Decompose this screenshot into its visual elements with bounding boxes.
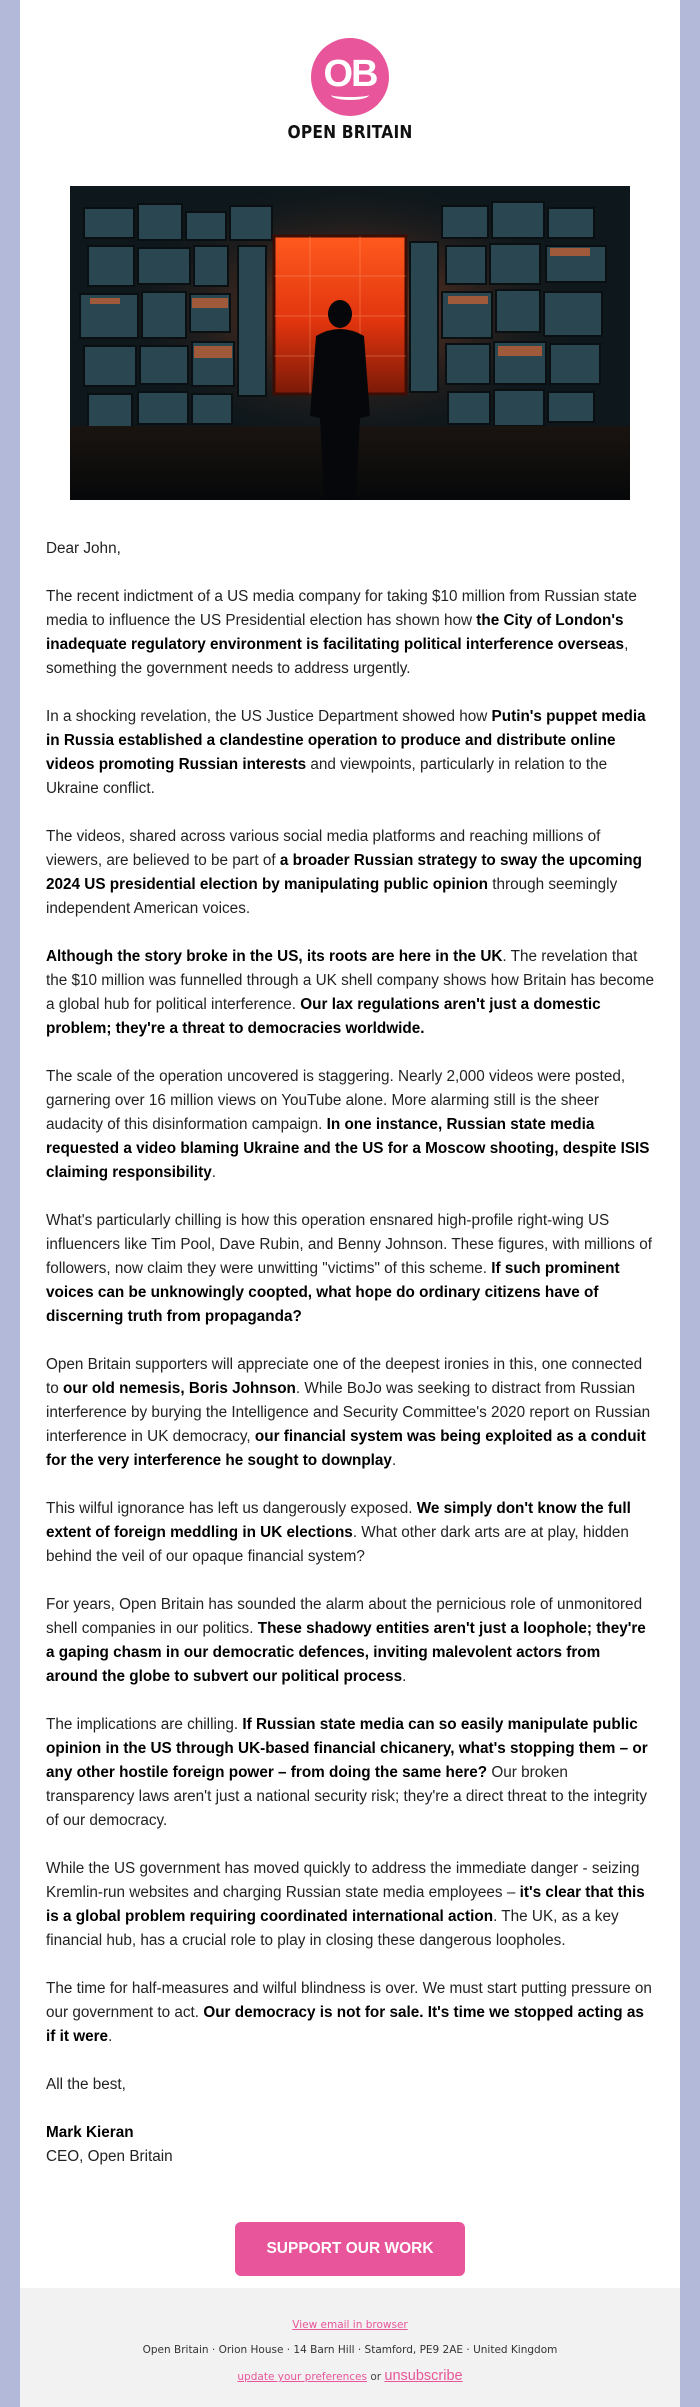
body-text-run: through seemingly independent American voices.	[46, 876, 618, 917]
emphasized-text: Our democracy is not for sale. It's time we stopped acting as if it were	[46, 2004, 644, 2045]
body-paragraph	[46, 1713, 656, 1833]
body-text-run: The scale of the operation uncovered is staggering. Nearly 2,000 videos were posted, garnering over 16 million views on YouTube alone. More alarming still is the sheer audacity of this disinformation campaign.	[46, 1068, 626, 1133]
emphasized-text: our old nemesis, Boris Johnson	[63, 1380, 296, 1397]
body-paragraph	[46, 585, 656, 681]
body-text-run: . While BoJo was seeking to distract from Russian interference by burying the Intelligence and Security Committee's 2020 report on Russian interference in UK democracy,	[46, 1380, 651, 1445]
emphasized-text: We simply don't know the full extent of foreign meddling in UK elections	[46, 1500, 631, 1541]
body-paragraph	[46, 1065, 656, 1185]
footer-preferences-line	[20, 2368, 680, 2384]
body-paragraph	[46, 1593, 656, 1689]
footer-address: Open Britain · Orion House · 14 Barn Hill · Stamford, PE9 2AE · United Kingdom	[142, 2344, 558, 2356]
logo-monogram: OB	[323, 53, 377, 95]
logo-swoosh-icon	[331, 90, 369, 100]
body-paragraph	[46, 945, 656, 1041]
signature-block	[46, 2121, 656, 2169]
emphasized-text: Our lax regulations aren't just a domestic problem; they're a threat to democracies worldwide.	[46, 996, 601, 1037]
body-text-run: , something the government needs to address urgently.	[46, 636, 629, 677]
body-text-run: Open Britain supporters will appreciate one of the deepest ironies in this, one connected to	[46, 1356, 643, 1397]
greeting: Dear John,	[46, 540, 121, 557]
open-britain-logo-icon	[311, 38, 389, 116]
body-text-run: The videos, shared across various social media platforms and reaching millions of viewers, are believed to be part of	[46, 828, 601, 869]
body-text-run: The time for half-measures and wilful blindness is over. We must start putting pressure on our government to act.	[46, 1980, 652, 2021]
email-container	[20, 0, 680, 2407]
signature-title: CEO, Open Britain	[46, 2148, 173, 2165]
body-text-run: The implications are chilling.	[46, 1716, 243, 1733]
body-paragraph	[46, 705, 656, 801]
header-logo[interactable]	[20, 38, 680, 143]
body-text-run: This wilful ignorance has left us dangerously exposed.	[46, 1500, 417, 1517]
body-paragraph	[46, 1497, 656, 1569]
body-text-run: In a shocking revelation, the US Justice Department showed how	[46, 708, 492, 725]
cta-container	[20, 2222, 680, 2276]
body-text-run: For years, Open Britain has sounded the alarm about the pernicious role of unmonitored shell companies in our politics.	[46, 1596, 643, 1637]
update-preferences-link[interactable]: update your preferences	[237, 2371, 367, 2383]
body-text-run: .	[211, 1164, 217, 1181]
emphasized-text: it's clear that this is a global problem requiring coordinated international action	[46, 1884, 645, 1925]
emphasized-text: If Russian state media can so easily manipulate public opinion in the US through UK-based financial chicanery, what's stopping them – or any other hostile foreign power – from doing the same here?	[46, 1716, 648, 1781]
body-text-run: While the US government has moved quickly to address the immediate danger - seizing Kremlin-run websites and charging Russian state media employees –	[46, 1860, 640, 1901]
support-our-work-button[interactable]: SUPPORT OUR WORK	[235, 2222, 465, 2276]
email-body	[46, 537, 656, 2169]
emphasized-text: Although the story broke in the US, its roots are here in the UK	[46, 948, 503, 965]
emphasized-text: our financial system was being exploited as a conduit for the very interference he sought to downplay	[46, 1428, 646, 1469]
body-paragraph	[46, 1977, 656, 2049]
body-paragraph	[46, 1353, 656, 1473]
body-text-run: What's particularly chilling is how this operation ensnared high-profile right-wing US influencers like Tim Pool, Dave Rubin, and Benny Johnson. These figures, with millions of followers, now claim they were unwitting "victims" of this scheme.	[46, 1212, 652, 1277]
emphasized-text: In one instance, Russian state media requested a video blaming Ukraine and the US for a Moscow shooting, despite ISIS claiming responsibility	[46, 1116, 650, 1181]
body-paragraph	[46, 1209, 656, 1329]
body-paragraph	[46, 1857, 656, 1953]
footer	[20, 2288, 680, 2407]
signoff: All the best,	[46, 2076, 126, 2093]
body-text-run: and viewpoints, particularly in relation to the Ukraine conflict.	[46, 756, 608, 797]
footer-or-text: or	[370, 2371, 382, 2383]
emphasized-text: Putin's puppet media in Russia established a clandestine operation to produce and distribute online videos promoting Russian interests	[46, 708, 646, 773]
signature-name: Mark Kieran	[46, 2124, 134, 2141]
body-text-run: .	[402, 1668, 407, 1685]
emphasized-text: a broader Russian strategy to sway the upcoming 2024 US presidential election by manipulating public opinion	[46, 852, 642, 893]
unsubscribe-link[interactable]: unsubscribe	[384, 2368, 463, 2384]
body-paragraph	[46, 825, 656, 921]
body-paragraphs	[46, 585, 656, 2049]
body-text-run: .	[391, 1452, 397, 1469]
body-text-run: The recent indictment of a US media company for taking $10 million from Russian state media to influence the US Presidential election has shown how	[46, 588, 637, 629]
brand-name: OPEN BRITAIN	[287, 122, 413, 143]
view-in-browser-link[interactable]: View email in browser	[292, 2319, 408, 2331]
emphasized-text: These shadowy entities aren't just a loophole; they're a gaping chasm in our democratic defences, inviting malevolent actors from around the globe to subvert our political process	[46, 1620, 646, 1685]
body-text-run: .	[108, 2028, 113, 2045]
emphasized-text: If such prominent voices can be unknowingly coopted, what hope do ordinary citizens have of discerning truth from propaganda?	[46, 1260, 620, 1325]
surveillance-screens-image	[70, 186, 630, 500]
body-text-run: . What other dark arts are at play, hidden behind the veil of our opaque financial system?	[46, 1524, 629, 1565]
body-text-run: . The UK, as a key financial hub, has a crucial role to play in closing these dangerous loopholes.	[46, 1908, 619, 1949]
body-text-run: . The revelation that the $10 million was funnelled through a UK shell company shows how Britain has become a global hub for political interference.	[46, 948, 654, 1013]
hero-image	[70, 186, 630, 500]
body-text-run: Our broken transparency laws aren't just a national security risk; they're a direct threat to the integrity of our democracy.	[46, 1764, 648, 1829]
emphasized-text: the City of London's inadequate regulatory environment is facilitating political interference overseas	[46, 612, 625, 653]
